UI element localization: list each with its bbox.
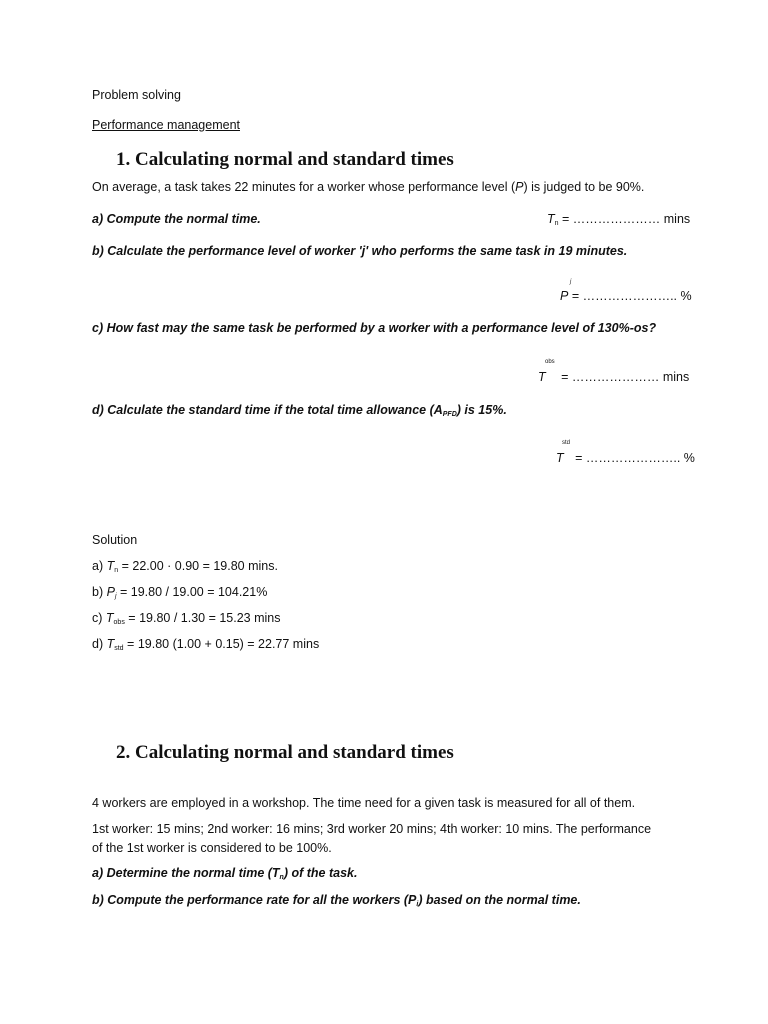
solution-a: a) Tn = 22.00 · 0.90 = 19.80 mins. [92, 559, 278, 574]
section1-answer-c-blank: T = ………………… mins [538, 370, 690, 384]
solution-c: c) Tobs = 19.80 / 1.30 = 15.23 mins [92, 611, 281, 626]
header-performance-management: Performance management [92, 118, 240, 132]
section1-question-a: a) Compute the normal time. [92, 212, 261, 226]
solution-d: d) Tstd = 19.80 (1.00 + 0.15) = 22.77 mins [92, 637, 320, 652]
solution-b: b) Pj = 19.80 / 19.00 = 104.21% [92, 585, 268, 600]
section1-heading: 1. Calculating normal and standard times [116, 149, 454, 170]
section1-question-d: d) Calculate the standard time if the total time allowance (APFD) is 15%. [92, 403, 507, 418]
section1-answer-b-blank: P = ………………….. % [560, 289, 692, 303]
section2-question-a: a) Determine the normal time (Tn) of the task. [92, 866, 358, 881]
solution-title: Solution [92, 533, 138, 547]
section1-answer-d-superscript: std [562, 440, 571, 446]
section2-paragraph-1: 4 workers are employed in a workshop. The time need for a given task is measured for all of them. [92, 796, 636, 810]
section2-paragraph-2-line2: of the 1st worker is considered to be 100%. [92, 841, 332, 855]
section1-question-b: b) Calculate the performance level of worker 'j' who performs the same task in 19 minutes. [92, 244, 628, 258]
section1-intro: On average, a task takes 22 minutes for a worker whose performance level (P) is judged to be 90%. [92, 180, 645, 194]
section1-answer-a-blank: Tn = ………………… mins [547, 212, 691, 227]
header-problem-solving: Problem solving [92, 88, 181, 102]
section1-question-c: c) How fast may the same task be performed by a worker with a performance level of 130%-os? [92, 321, 657, 335]
section2-paragraph-2-line1: 1st worker: 15 mins; 2nd worker: 16 mins; 3rd worker 20 mins; 4th worker: 10 mins. The performance [92, 822, 652, 836]
section1-answer-b-superscript: j [570, 279, 572, 285]
section1-answer-c-superscript: obs [545, 359, 555, 365]
section2-heading: 2. Calculating normal and standard times [116, 742, 454, 763]
section1-answer-d-blank: T = ………………….. % [556, 451, 695, 465]
section2-question-b: b) Compute the performance rate for all the workers (Pi) based on the normal time. [92, 893, 581, 908]
